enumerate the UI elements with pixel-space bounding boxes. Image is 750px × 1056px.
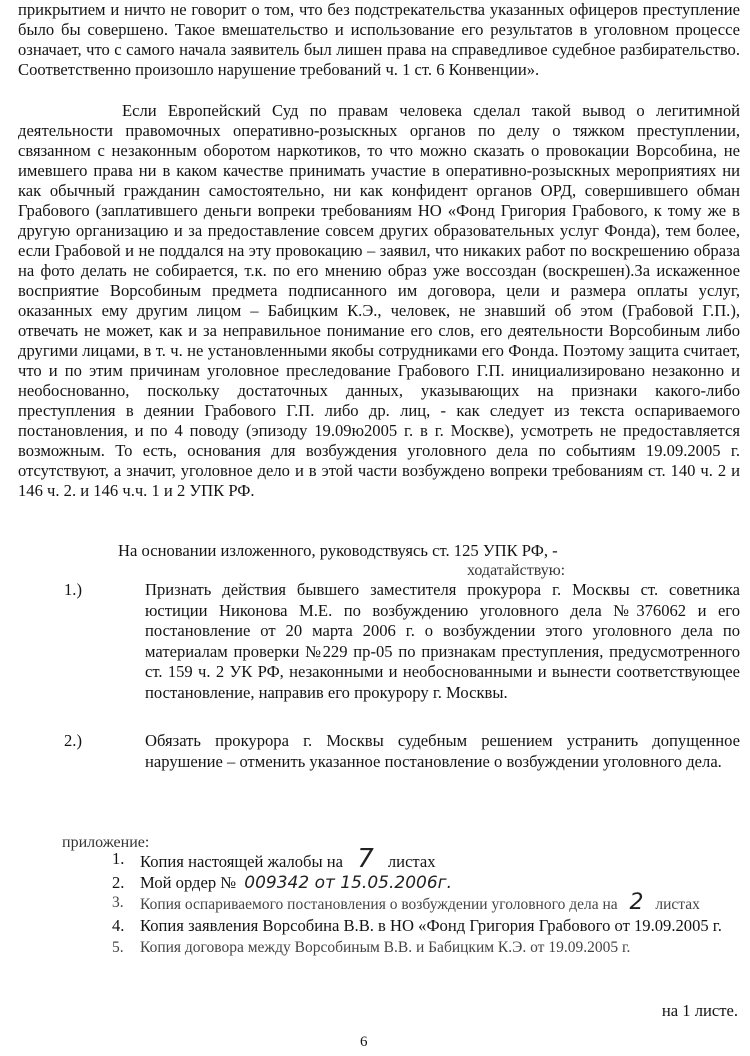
appendix-item [112, 890, 740, 916]
basis-line: На основании изложенного, руководствуясь ст. 125 УПК РФ, - [118, 541, 558, 560]
appendix-item-number: 4. [112, 915, 125, 935]
appendix-item-text: Копия договора между Ворсобиным В.В. и Бабицким К.Э. от 19.09.2005 г. [140, 939, 631, 956]
appendix-title: приложение: [62, 834, 150, 851]
petition-heading: ходатайствую: [467, 562, 566, 579]
paragraph-quote-end: прикрытием и ничто не говорит о том, что без подстрекательства указанных офицеров преступление было бы совершено. Такое вмешательство и использование его результатов в уголовном процессе означает, что с самого начала заявитель был лишен права на справедливое судебное разбирательство. Соответственно произошло нарушение требований ч. 1 ст. 6 Конвенции». [18, 0, 740, 79]
request-number: 2.) [64, 731, 82, 750]
appendix-item-text-after: листах [655, 896, 700, 913]
request-text: Обязать прокурора г. Москвы судебным решением устранить допущенное нарушение – отменить указанное постановление о возбуждении уголовного дела. [145, 731, 740, 771]
appendix-list [112, 844, 740, 959]
handwritten-sheet-count: 2 [629, 890, 644, 915]
appendix-item-text: Копия настоящей жалобы на [140, 852, 344, 871]
appendix-item [112, 844, 740, 874]
appendix-item [112, 916, 740, 937]
appendix-sheets-note: на 1 листе. [661, 1001, 738, 1020]
page-number: 6 [360, 1034, 368, 1050]
handwritten-sheet-count: 7 [357, 844, 374, 874]
appendix-item-text: Копия оспариваемого постановления о возбуждении уголовного дела на [140, 896, 618, 913]
appendix-item-number: 5. [112, 939, 124, 956]
appendix-item-text: Мой ордер № [140, 872, 237, 892]
appendix-item-text-after: листах [387, 852, 436, 871]
appendix-item-text: Копия заявления Ворсобина В.В. в НО «Фонд Григория Грабового от 19.09.2005 г. [140, 915, 722, 935]
appendix-item-number: 2. [112, 872, 125, 892]
request-text: Признать действия бывшего заместителя прокурора г. Москвы ст. советника юстиции Никонова М.Е. по возбуждению уголовного дела №376062 и его постановление от 20 марта 2006 г. о возбуждении этого уголовного дела по материалам проверки №229 пр-05 по признакам преступления, предусмотренного ст. 159 ч. 2 УК РФ, незаконными и необоснованными и вынести соответствующее постановление, направив его прокурору г. Москвы. [145, 580, 740, 702]
appendix-item [112, 873, 740, 894]
appendix-item-number: 1. [112, 849, 125, 868]
handwritten-order-number: 009342 от 15.05.2006г. [244, 872, 452, 893]
paragraph-argument: Если Европейский Суд по правам человека сделал такой вывод о легитимной деятельности правомочных оперативно-розыскных органов по делу о тяжком преступлении, связанном с незаконным оборотом наркотиков, то что можно сказать о провокации Ворсобина, не имевшего права ни в каком качестве принимать участие в оперативно-розыскных мероприятиях ни как обычный гражданин самостоятельно, ни как конфидент органов ОРД, совершившего обман Грабового (заплатившего деньги вопреки требованиям НО «Фонд Григория Грабового, к тому же в другую организацию и за предоставление совсем других образовательных услуг Фонда), тем более, если Грабовой и не поддался на эту провокацию – заявил, что никаких работ по воскрешению образа на фото делать не собирается, т.к. по его мнению образ уже воссоздан (воскрешен).За искаженное восприятие Ворсобиным предмета подписанного им договора, цели и размера оплаты услуг, оказанных ему другим лицом – Бабицким К.Э., человек, не знавший об этом (Грабовой Г.П.), отвечать не может, как и за неправильное понимание его слов, его деятельности Ворсобиным либо другими лицами, в т. ч. не установленными якобы сотрудниками его Фонда. Поэтому защита считает, что и по этим причинам уголовное преследование Грабового Г.П. инициализировано незаконно и необоснованно, поскольку достаточных данных, указывающих на признаки какого-либо преступления в деянии Грабового Г.П. либо др. лиц, - как следует из текста оспариваемого постановления, и по 4 поводу (эпизоду 19.09ю2005 г. в г. Москве), усмотреть не предоставляется возможным. То есть, основания для возбуждения уголовного дела по событиям 19.09.2005 г. отсутствуют, а значит, уголовное дело и в этой части возбуждено вопреки требованиям ст. 140 ч. 2 и 146 ч. 2. и 146 ч.ч. 1 и 2 УПК РФ. [18, 101, 740, 500]
request-number: 1.) [64, 580, 82, 599]
appendix-item [112, 938, 740, 959]
appendix-item-number: 3. [112, 894, 124, 911]
